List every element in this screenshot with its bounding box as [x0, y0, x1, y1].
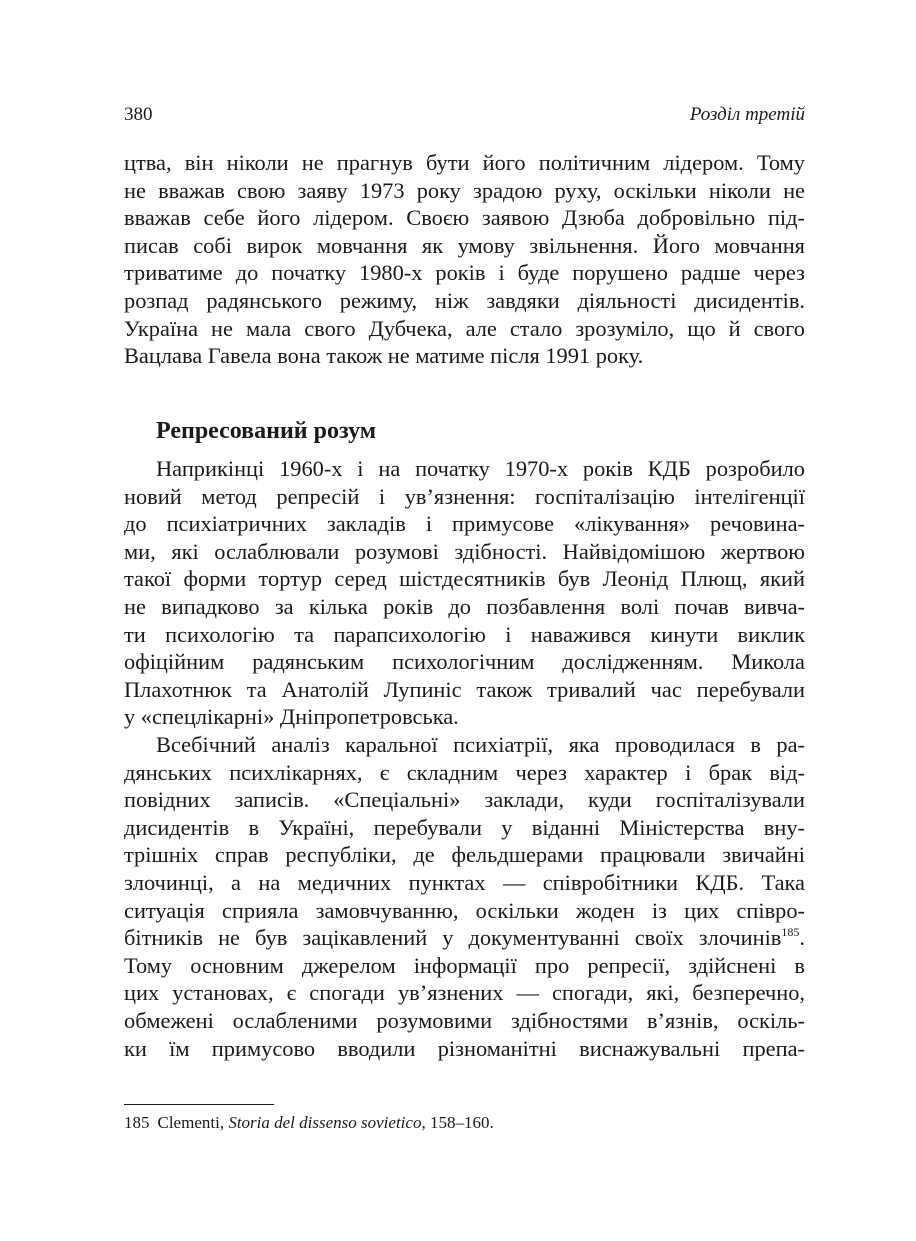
text-line: Плахотнюк та Анатолій Лупиніс також тривалий час перебували — [124, 676, 805, 702]
text-line: новий метод репресій і ув’язнення: госпіталізацію інтелігенції — [124, 483, 805, 509]
footnote-reference[interactable]: 185 — [781, 925, 800, 940]
footnote — [124, 1112, 494, 1134]
text-line: такої форми тортур серед шістдесятників був Леонід Плющ, який — [124, 566, 805, 592]
text-line: цих установах, є спогади ув’язнених — спогади, які, безперечно, — [124, 980, 805, 1006]
text-line: ки їм примусово вводили різноманітні виснажувальні препа- — [124, 1035, 805, 1061]
chapter-title: Розділ третій — [689, 104, 805, 125]
text-line: не вважав свою заяву 1973 року зрадою руху, оскільки ніколи не — [124, 177, 805, 203]
text-line: дянських психлікарнях, є складним через характер і брак від- — [124, 759, 805, 785]
text-line: офіційним радянським психологічним дослідженням. Микола — [124, 649, 805, 675]
text-line: Всебічний аналіз каральної психіатрії, яка проводилася в ра- — [156, 732, 805, 757]
text-line: писав собі вирок мовчання як умову звільнення. Його мовчання — [124, 232, 805, 258]
footnote-title: Storia del dissenso sovietico — [228, 1113, 422, 1132]
text-line: до психіатричних закладів і примусове «лікування» речовина- — [124, 511, 805, 537]
text-line: обмежені ослабленими розумовими здібностями в’язнів, оскіль- — [124, 1007, 805, 1033]
footnote-pages: , 158–160. — [421, 1113, 494, 1132]
text-line: у «спецлікарні» Дніпропетровська. — [124, 704, 459, 730]
text-line: вважав себе його лідером. Своєю заявою Дзюба добровільно під- — [124, 205, 805, 231]
footnote-number: 185 — [124, 1113, 150, 1132]
footnote-divider — [124, 1104, 274, 1105]
text-line: ти психологію та парапсихологію і наважився кинути виклик — [124, 621, 805, 647]
text-line-with-footnote — [124, 924, 805, 952]
running-head — [124, 104, 805, 130]
paragraph — [124, 455, 805, 731]
paragraph — [124, 731, 805, 1062]
text-line: Україна не мала свого Дубчека, але стало зрозуміло, що й свого — [124, 315, 805, 341]
text-line: Наприкінці 1960-х і на початку 1970-х років КДБ розробило — [156, 456, 805, 481]
text-line: цтва, він ніколи не прагнув бути його політичним лідером. Тому — [124, 150, 805, 175]
text-line: ситуація сприяла замовчуванню, оскільки жоден із цих співро- — [124, 897, 805, 923]
text-line: дисидентів в Україні, перебували у віданні Міністерства вну- — [124, 814, 805, 840]
text-line: ми, які ослаблювали розумові здібності. Найвідомішою жертвою — [124, 538, 805, 564]
text-line: розпад радянського режиму, ніж завдяки діяльності дисидентів. — [124, 287, 805, 313]
text-line-content: бітників не був зацікавлений у документуванні своїх злочинів — [124, 925, 782, 951]
text-line: злочинці, а на медичних пунктах — співробітники КДБ. Така — [124, 869, 805, 895]
text-line: повідних записів. «Спеціальні» заклади, куди госпіталізували — [124, 787, 805, 813]
text-line-trailing: . — [799, 925, 805, 951]
paragraph-continued — [124, 149, 805, 370]
text-line: Вацлава Гавела вона також не матиме після 1991 року. — [124, 343, 644, 369]
text-line: Тому основним джерелом інформації про репресії, здійснені в — [124, 952, 805, 978]
text-line: трішніх справ республіки, де фельдшерами працювали звичайні — [124, 842, 805, 868]
footnote-author: Clementi, — [157, 1113, 225, 1132]
text-line: не випадково за кілька років до позбавлення волі почав вивча- — [124, 593, 805, 619]
section-heading: Репресований розум — [156, 418, 377, 444]
text-line: триватиме до початку 1980-х років і буде порушено радше через — [124, 260, 805, 286]
page-number: 380 — [124, 104, 153, 125]
